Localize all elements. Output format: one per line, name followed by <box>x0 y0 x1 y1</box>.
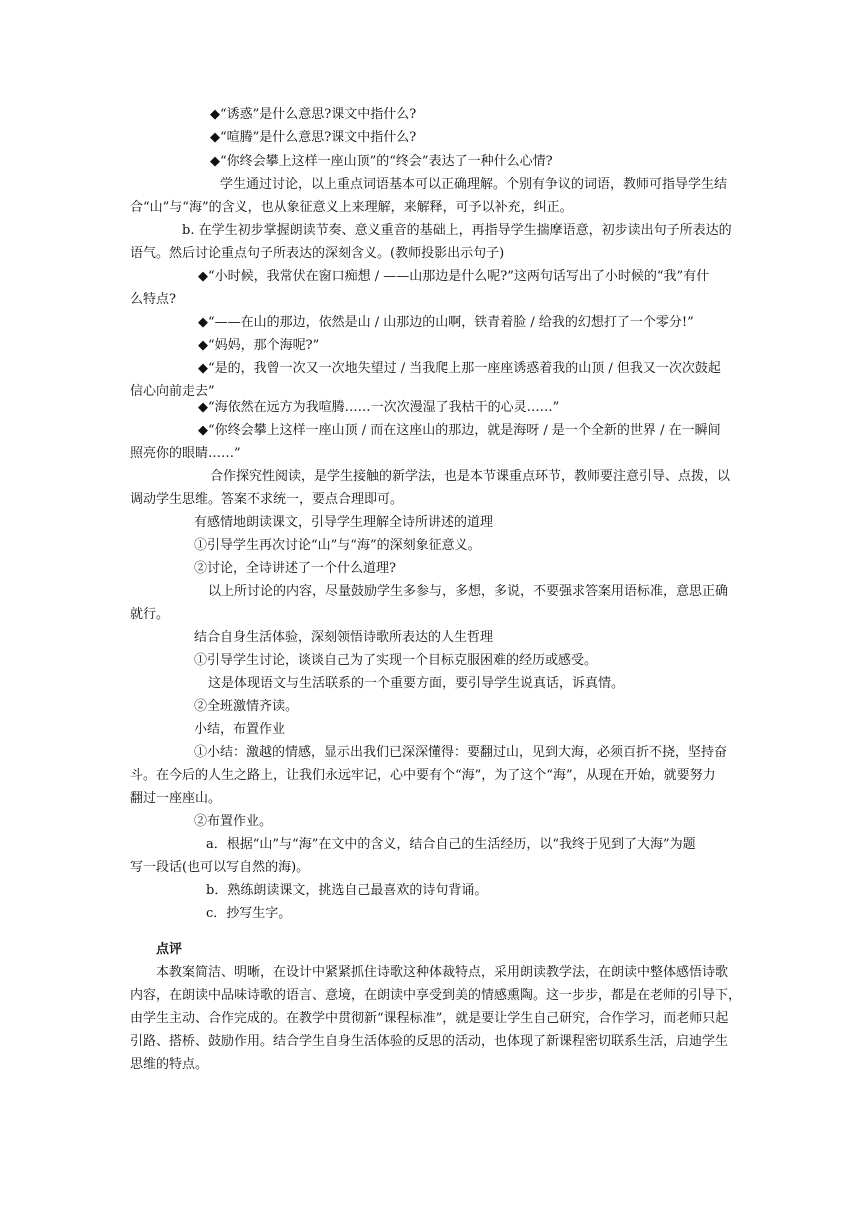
text-line: ◆“小时候，我常伏在窗口痴想 / ——山那边是什么呢?”这两句话写出了小时候的“我”有什 <box>198 269 710 284</box>
text-line: ◆“喧腾”是什么意思?课文中指什么? <box>210 130 417 145</box>
text-line: 调动学生思维。答案不求统一，要点合理即可。 <box>130 492 404 507</box>
text-line: ②布置作业。 <box>194 814 273 829</box>
text-line: 思维的特点。 <box>130 1057 209 1072</box>
text-line: 这是体现语文与生活联系的一个重要方面，要引导学生说真话，诉真情。 <box>208 676 625 691</box>
text-line: ◆“妈妈，那个海呢?” <box>198 338 320 353</box>
text-line: ②讨论，全诗讲述了一个什么道理? <box>194 561 396 576</box>
text-line: ◆“你终会攀上这样一座山顶 / 而在这座山的那边，就是海呀 / 是一个全新的世界 / 在一瞬间 <box>198 423 721 438</box>
text-line: ①小结：激越的情感，显示出我们已深深懂得：要翻过山，见到大海，必须百折不挠，坚持奋 <box>194 745 728 760</box>
text-line: 合作探究性阅读，是学生接触的新学法，也是本节课重点环节，教师要注意引导、点拨，以 <box>210 469 731 484</box>
text-line: 就行。 <box>130 607 170 622</box>
text-line: 照亮你的眼睛……” <box>130 446 241 461</box>
text-line: 小结，布置作业 <box>194 722 286 737</box>
section-heading: 点评 <box>156 942 183 957</box>
text-line: ◆“你终会攀上这样一座山顶”的“终会”表达了一种什么心情? <box>210 154 553 169</box>
text-line: ◆“海依然在远方为我喧腾……一次次漫湿了我枯干的心灵……” <box>198 400 560 415</box>
text-line: 语气。然后讨论重点句子所表达的深刻含义。(教师投影出示句子) <box>130 246 505 261</box>
text-line: c．抄写生字。 <box>206 906 292 921</box>
text-line: 内容，在朗读中品味诗歌的语言、意境，在朗读中享受到美的情感熏陶。这一步步，都是在老师的引导下， <box>130 988 742 1003</box>
text-line: 由学生主动、合作完成的。在教学中贯彻新“课程标准”，就是要让学生自己研究，合作学习，而老师只起 <box>130 1011 729 1026</box>
text-line: ①引导学生再次讨论“山”与“海”的深刻象征意义。 <box>194 538 481 553</box>
text-line: b．熟练朗读课文，挑选自己最喜欢的诗句背诵。 <box>206 883 488 898</box>
text-line: 合“山”与“海”的含义，也从象征意义上来理解，来解释，可予以补充，纠正。 <box>130 200 573 215</box>
text-line: b. 在学生初步掌握朗读节奏、意义重音的基础上，再指导学生揣摩语意，初步读出句子所表达的 <box>182 223 732 238</box>
text-line: 学生通过讨论，以上重点词语基本可以正确理解。个别有争议的词语，教师可指导学生结 <box>220 177 728 192</box>
text-line: ◆“诱惑”是什么意思?课文中指什么? <box>210 107 417 122</box>
text-line: ①引导学生讨论，谈谈自己为了实现一个目标克服困难的经历或感受。 <box>194 653 598 668</box>
text-line: ◆“——在山的那边，依然是山 / 山那边的山啊，铁青着脸 / 给我的幻想打了一个零分!” <box>198 315 694 330</box>
text-line: 本教案简洁、明晰，在设计中紧紧抓住诗歌这种体裁特点，采用朗读教学法，在朗读中整体感悟诗歌 <box>156 965 729 980</box>
text-line: 么特点? <box>130 292 176 307</box>
text-line: 有感情地朗读课文，引导学生理解全诗所讲述的道理 <box>194 515 494 530</box>
text-line: 引路、搭桥、鼓励作用。结合学生自身生活体验的反思的活动，也体现了新课程密切联系生活，启迪学生 <box>130 1034 729 1049</box>
text-line: 斗。在今后的人生之路上，让我们永远牢记，心中要有个“海”，为了这个“海”，从现在开始，就要努力 <box>130 768 716 783</box>
text-line: 翻过一座座山。 <box>130 791 222 806</box>
text-line: ◆“是的，我曾一次又一次地失望过 / 当我爬上那一座座诱惑着我的山顶 / 但我又一次次鼓起 <box>198 361 721 376</box>
text-line: a．根据“山”与“海”在文中的含义，结合自己的生活经历，以“我终于见到了大海”为题 <box>206 837 696 852</box>
text-line: 信心向前走去” <box>130 384 215 399</box>
text-line: 结合自身生活体验，深刻领悟诗歌所表达的人生哲理 <box>194 630 494 645</box>
text-line: ②全班激情齐读。 <box>194 699 299 714</box>
text-line: 写一段话(也可以写自然的海)。 <box>130 860 310 875</box>
text-line: 以上所讨论的内容，尽量鼓励学生多参与，多想，多说，不要强求答案用语标准，意思正确 <box>208 584 729 599</box>
